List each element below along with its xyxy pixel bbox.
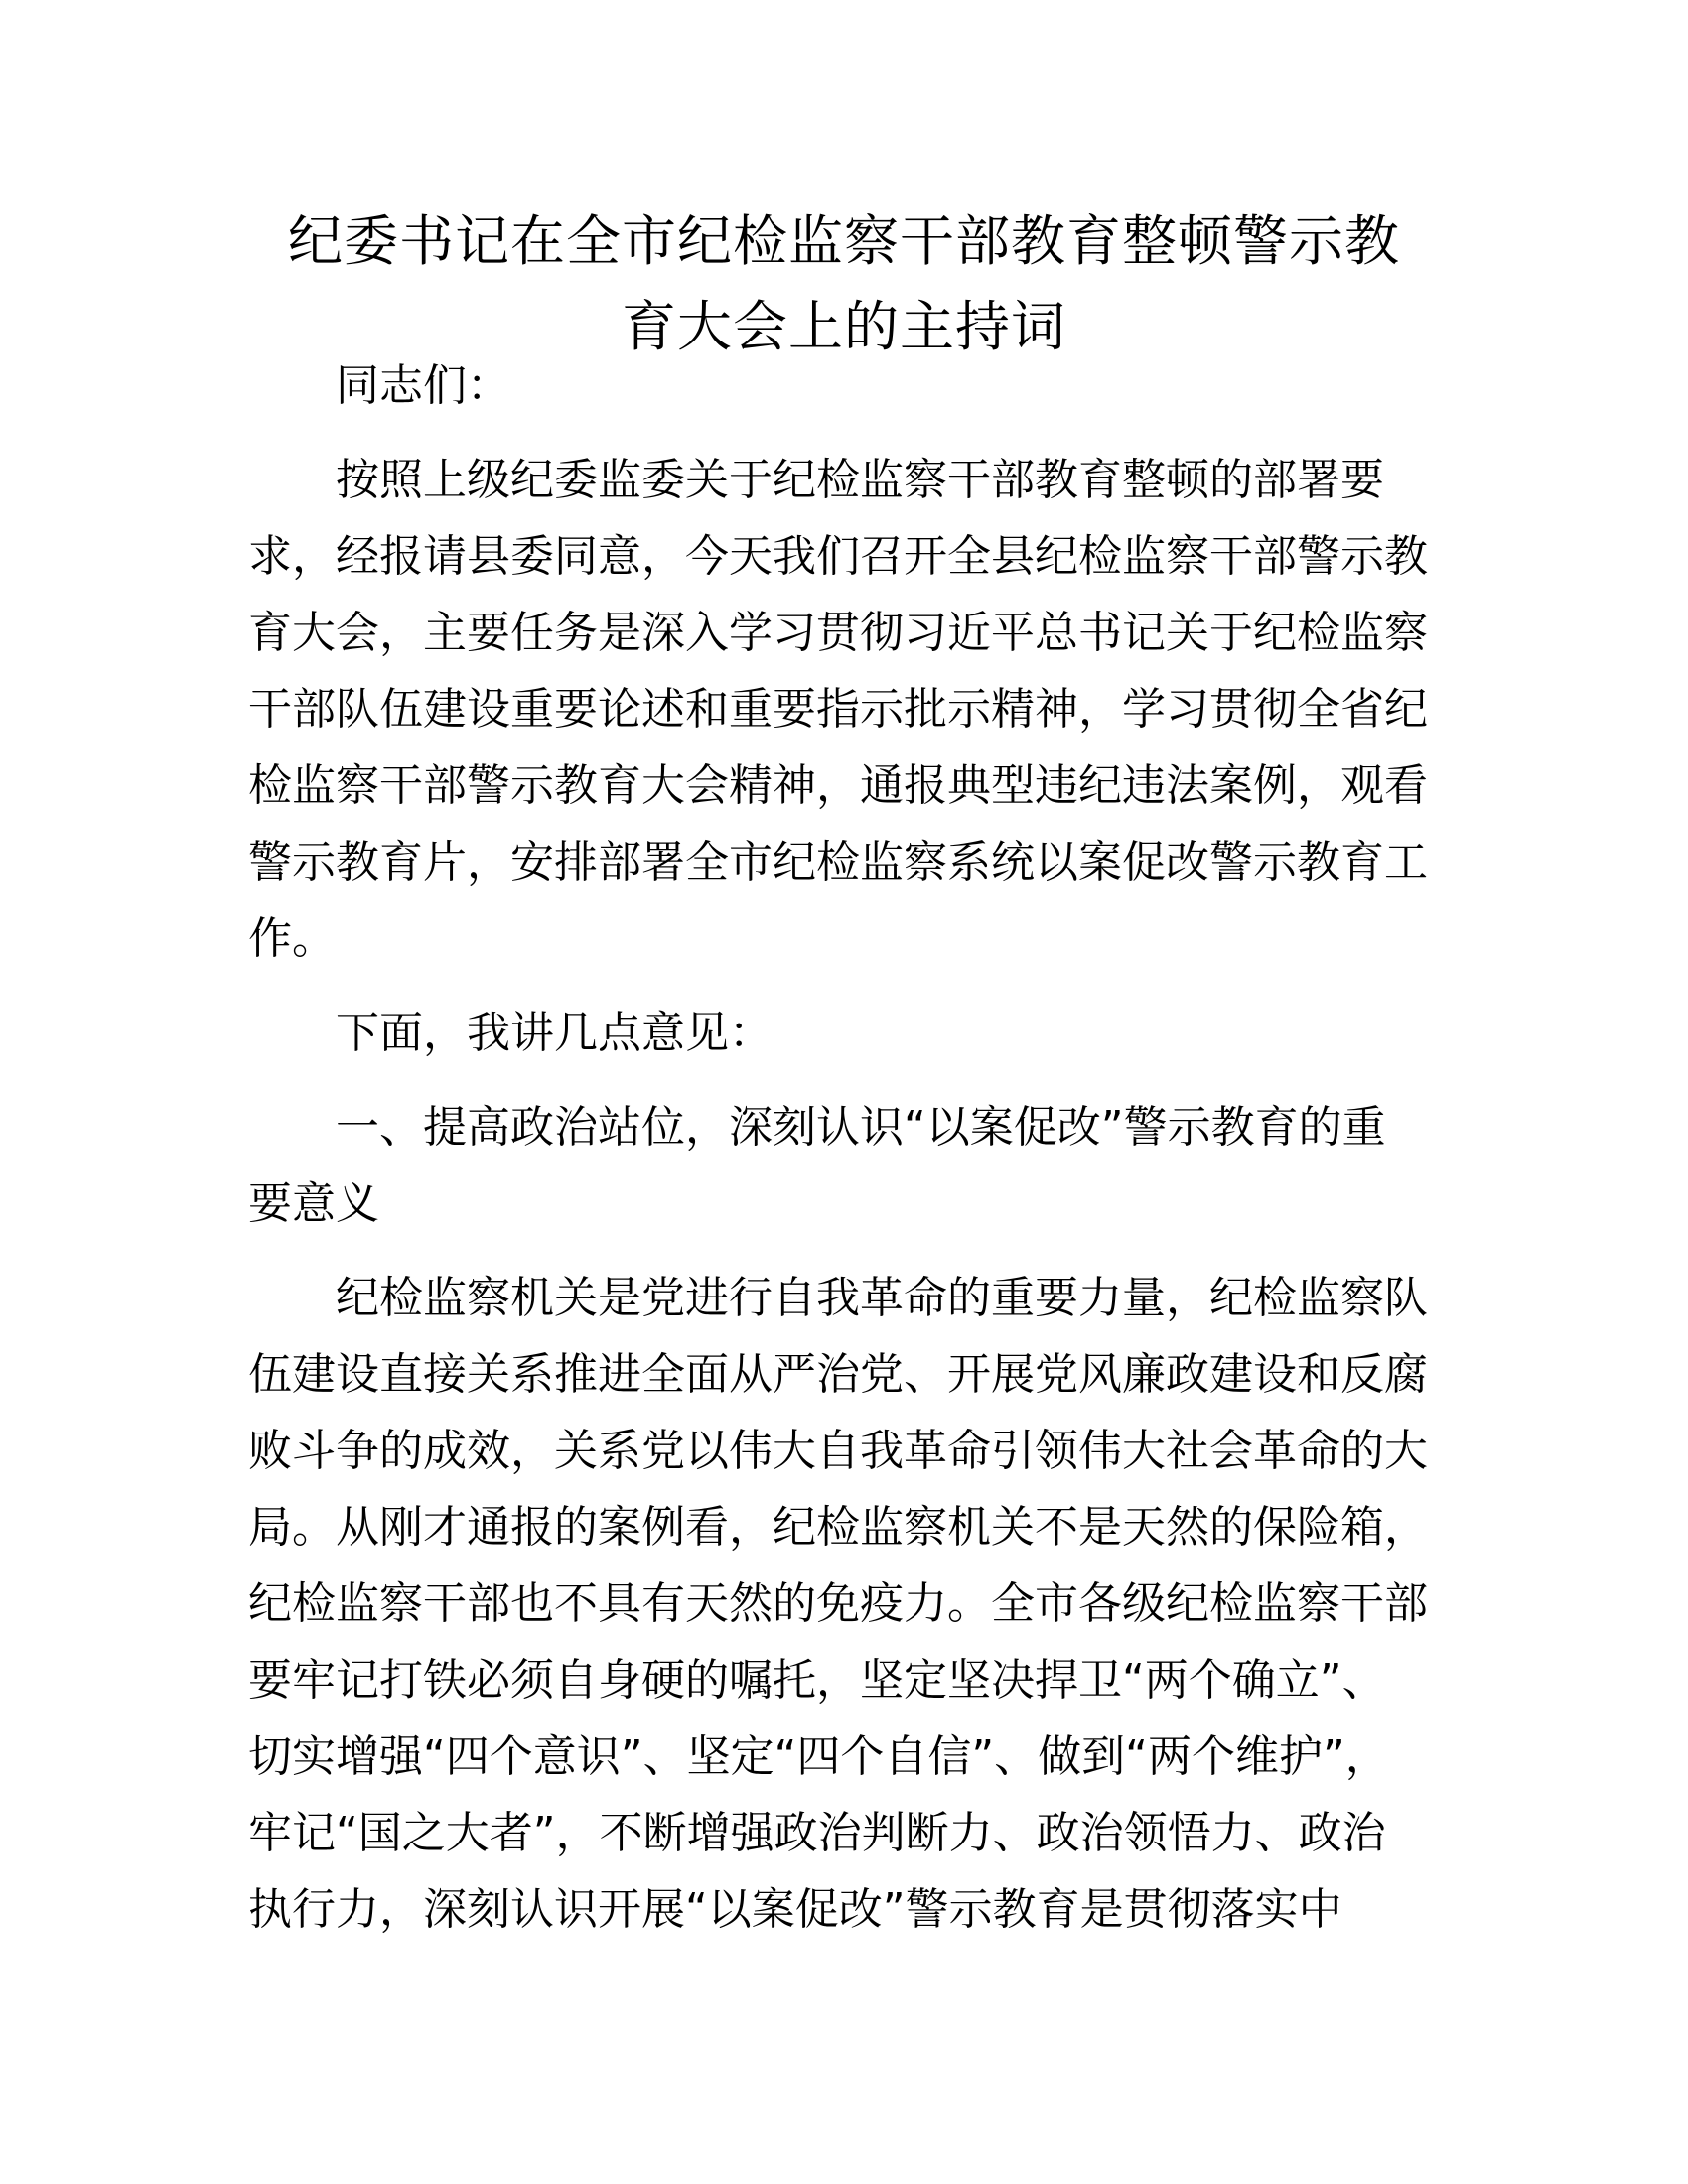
text-line: 下面，我讲几点意见： bbox=[336, 1008, 773, 1058]
text-line: 作。 bbox=[248, 913, 336, 964]
text-line: 育大会，主要任务是深入学习贯彻习近平总书记关于纪检监察 bbox=[248, 608, 1428, 658]
text-line: 按照上级纪委监委关于纪检监察干部教育整顿的部署要 bbox=[336, 455, 1384, 505]
text-line: 检监察干部警示教育大会精神，通报典型违纪违法案例，观看 bbox=[248, 760, 1428, 811]
transition-paragraph bbox=[248, 995, 1440, 1071]
title-line: 纪委书记在全市纪检监察干部教育整顿警示教 bbox=[287, 209, 1400, 273]
section-heading bbox=[248, 1089, 1440, 1242]
document-body bbox=[248, 347, 1440, 1948]
text-line: 执行力，深刻认识开展“以案促改”警示教育是贯彻落实中 bbox=[248, 1884, 1342, 1935]
salutation-paragraph bbox=[248, 347, 1440, 424]
section-paragraph bbox=[248, 1260, 1440, 1948]
text-line: 干部队伍建设重要论述和重要指示批示精神，学习贯彻全省纪 bbox=[248, 684, 1428, 735]
text-line: 局。从刚才通报的案例看，纪检监察机关不是天然的保险箱， bbox=[248, 1502, 1428, 1553]
document-title bbox=[248, 199, 1440, 369]
text-line: 纪检监察干部也不具有天然的免疫力。全市各级纪检监察干部 bbox=[248, 1578, 1428, 1629]
text-line: 败斗争的成效，关系党以伟大自我革命引领伟大社会革命的大 bbox=[248, 1426, 1428, 1476]
text-line: 牢记“国之大者”，不断增强政治判断力、政治领悟力、政治 bbox=[248, 1808, 1386, 1858]
text-line: 纪检监察机关是党进行自我革命的重要力量，纪检监察队 bbox=[336, 1273, 1428, 1323]
text-line: 一、提高政治站位，深刻认识“以案促改”警示教育的重 bbox=[336, 1102, 1386, 1153]
text-line: 同志们： bbox=[336, 360, 510, 411]
text-line: 切实增强“四个意识”、坚定“四个自信”、做到“两个维护”， bbox=[248, 1731, 1389, 1782]
title-line: 育大会上的主持词 bbox=[621, 295, 1066, 358]
intro-paragraph bbox=[248, 442, 1440, 977]
text-line: 求，经报请县委同意，今天我们召开全县纪检监察干部警示教 bbox=[248, 531, 1428, 582]
text-line: 警示教育片，安排部署全市纪检监察系统以案促改警示教育工 bbox=[248, 837, 1428, 887]
text-line: 要意义 bbox=[248, 1178, 379, 1229]
text-line: 要牢记打铁必须自身硬的嘱托，坚定坚决捍卫“两个确立”、 bbox=[248, 1655, 1386, 1706]
text-line: 伍建设直接关系推进全面从严治党、开展党风廉政建设和反腐 bbox=[248, 1349, 1428, 1400]
